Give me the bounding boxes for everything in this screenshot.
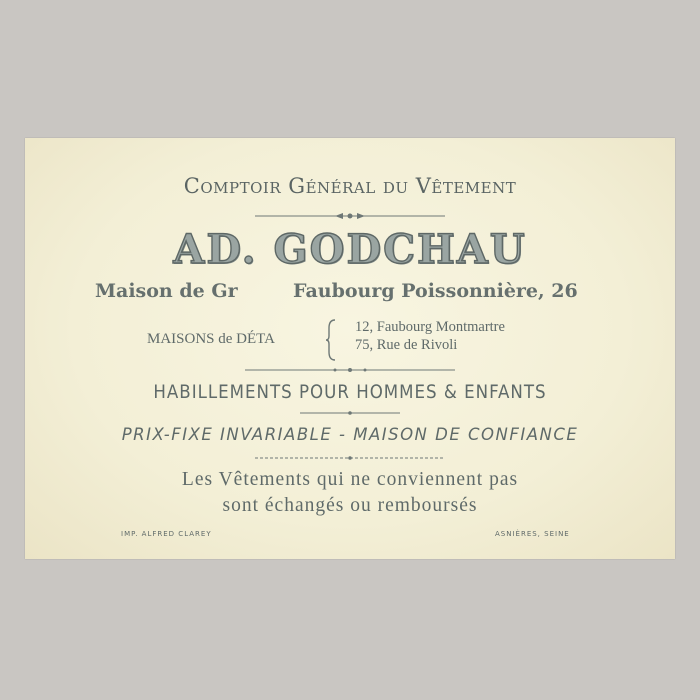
address-main-right: Faubourg Poissonnière, 26 [293,280,578,302]
promise-line-1: Les Vêtements qui ne conviennent pas [181,469,519,490]
retail-addresses [355,318,505,354]
retail-address-1: 12, Faubourg Montmartre [355,319,505,335]
address-main-left: Maison de Gr [95,280,238,302]
brace-icon [325,318,339,369]
printer-credit: IMP. ALFRED CLAREY [121,530,212,538]
promise-line-2: sont échangés ou remboursés [222,495,478,516]
brand-name: AD. GODCHAU [173,226,527,273]
card-heading: Comptoir Général du Vêtement [183,174,517,198]
trade-card [25,138,675,559]
ornamental-divider-middle [245,364,455,376]
retail-houses-label: MAISONS de DÉTA [147,331,275,347]
clothing-line: HABILLEMENTS POUR HOMMES & ENFANTS [153,382,547,403]
printer-location: ASNIÈRES, SEINE [495,530,570,538]
retail-address-2: 75, Rue de Rivoli [355,337,458,353]
ornamental-divider-bottom [255,453,445,465]
ornamental-divider-lower [300,408,400,420]
ornamental-divider-top [255,210,445,222]
price-line: PRIX-FIXE INVARIABLE - MAISON DE CONFIANCE [121,425,579,444]
